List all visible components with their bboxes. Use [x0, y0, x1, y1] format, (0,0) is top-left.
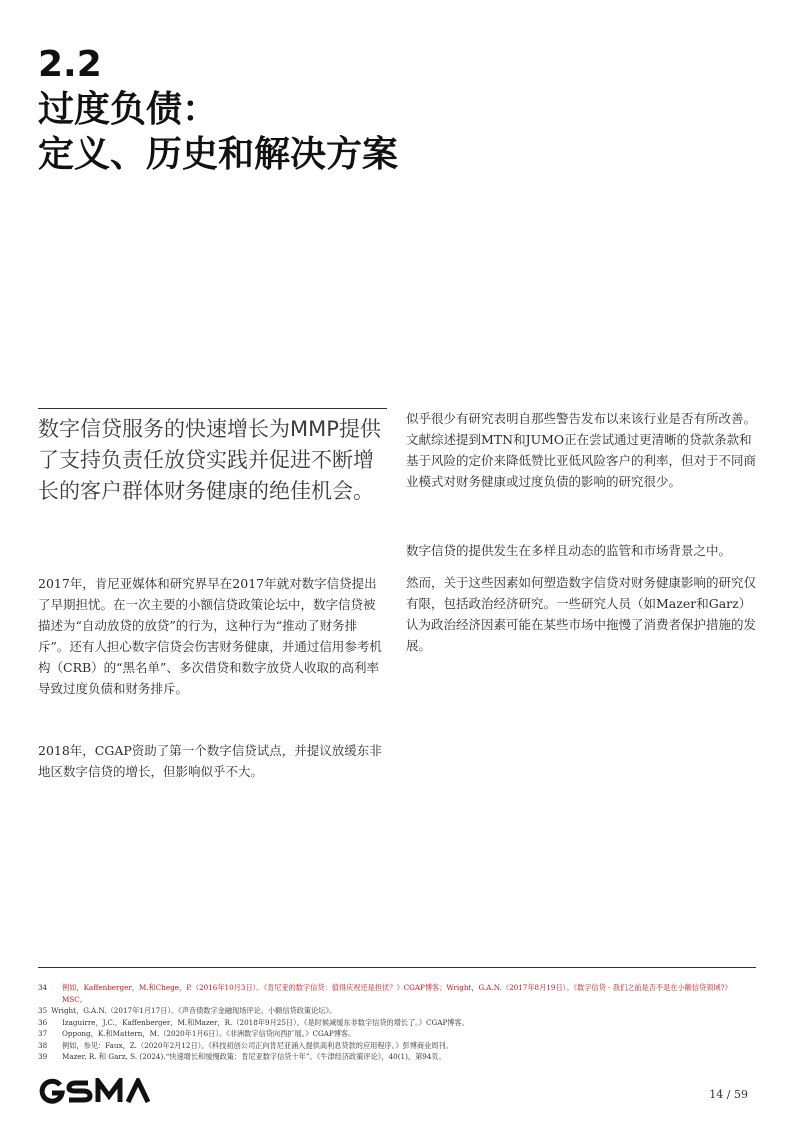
left-paragraph-2: 2018年，CGAP资助了第一个数字信贷试点，并提议放缓东非地区数字信贷的增长，但影响似乎不大。: [38, 743, 382, 779]
footnote-text: Izaguirre，J.C.，Kaffenberger，M.和Mazer，R.（2018年9月25日）。: [62, 1017, 304, 1027]
right-paragraph-2: 数字信贷的提供发生在多样且动态的监管和市场背景之中。: [406, 543, 732, 558]
section-heading: [38, 42, 558, 177]
footnote: [38, 1017, 756, 1029]
footnote-number: 37: [38, 1029, 48, 1038]
footnote-text: Mazer, R. 和 Garz, S. (2024).: [62, 1052, 166, 1061]
footnote-number: 39: [38, 1052, 48, 1061]
footnote-number: 38: [38, 1040, 48, 1050]
gsma-logo: [38, 1078, 178, 1104]
footnote-text: 例如，Kaffenberger，M.和Chege，P.（2016年10月3日）。: [62, 983, 264, 992]
section-number: 2.2: [38, 44, 102, 85]
footnote-number: 34: [38, 983, 48, 992]
footnotes: [38, 982, 756, 1063]
footnote-source: 《非洲数字信贷向西扩展。》CGAP博客。: [226, 1029, 356, 1038]
footnote-number: 35: [38, 1006, 48, 1015]
footnote-source: 《是时候减缓东非数字信贷的增长了。》CGAP博客。: [303, 1017, 469, 1027]
footnote: [38, 1051, 756, 1063]
section-title-line1: 过度负债：: [38, 89, 219, 130]
footnote-text: 例如，参见：Faux，Z.（2020年2月12日）。: [62, 1040, 209, 1050]
footnote-text: Wright，G.A.N.（2017年1月17日）。: [51, 1006, 179, 1015]
left-paragraph-1: 2017年，肯尼亚媒体和研究界早在2017年就对数字信贷提出了早期担忧。在一次主要的小额信贷政策论坛中，数字信贷被描述为“自动放贷的放贷”的行为，这种行为“推动了财务排斥”。还有人担心数字信贷会伤害财务健康，并通过信用参考机构（CRB）的“黑名单”、多次借贷和数字放贷人收取的高利率导致过度负债和财务排斥。: [38, 576, 382, 696]
footnote-text: Oppong，K.和Mattern，M.（2020年1月6日）。: [62, 1029, 227, 1038]
pull-quote-divider: [38, 408, 387, 409]
footnote-source: 《肯尼亚的数字信贷：值得庆祝还是担忧？》CGAP博客；Wright，G.A.N.（2017年8月19日）。《数字信贷 - 我们之前是否不是在小额信贷领域?》MSC。: [62, 983, 732, 1004]
footnote-source: 《声音债数字金融现场评论。小额信贷政策论坛》。: [178, 1006, 337, 1015]
right-paragraph-3: 然而，关于这些因素如何塑造数字信贷对财务健康影响的研究仅有限，包括政治经济研究。一些研究人员（如Mazer和Garz）认为政治经济因素可能在某些市场中拖慢了消费者保护措施的发展。: [406, 575, 757, 653]
right-paragraph-1: 似乎很少有研究表明自那些警告发布以来该行业是否有所改善。文献综述提到MTN和JUMO正在尝试通过更清晰的贷款条款和基于风险的定价来降低赞比亚低风险客户的利率，但对于不同商业模式对财务健康或过度负债的影响的研究很少。: [406, 411, 757, 489]
page-number: 14 / 59: [709, 1088, 748, 1101]
footnote: [38, 1005, 756, 1017]
footnote: [38, 982, 756, 1005]
footnote-divider: [38, 967, 756, 968]
footnote-number: 36: [38, 1017, 48, 1027]
pull-quote: 数字信贷服务的快速增长为MMP提供了支持负责任放贷实践并促进不断增长的客户群体财务健康的绝佳机会。: [38, 417, 381, 503]
footnote-source: 《科技初创公司正向肯尼亚涌入提供高利息贷款的应用程序。》彭博商业周刊。: [208, 1040, 453, 1050]
section-title-line2: 定义、历史和解决方案: [38, 134, 399, 175]
footnote-source: “快速增长和缓慢政策：肯尼亚数字信贷十年”。《牛津经济政策评论》，40(1)，第94页。: [165, 1052, 446, 1061]
footnote: [38, 1028, 756, 1040]
footnote: [38, 1040, 756, 1052]
